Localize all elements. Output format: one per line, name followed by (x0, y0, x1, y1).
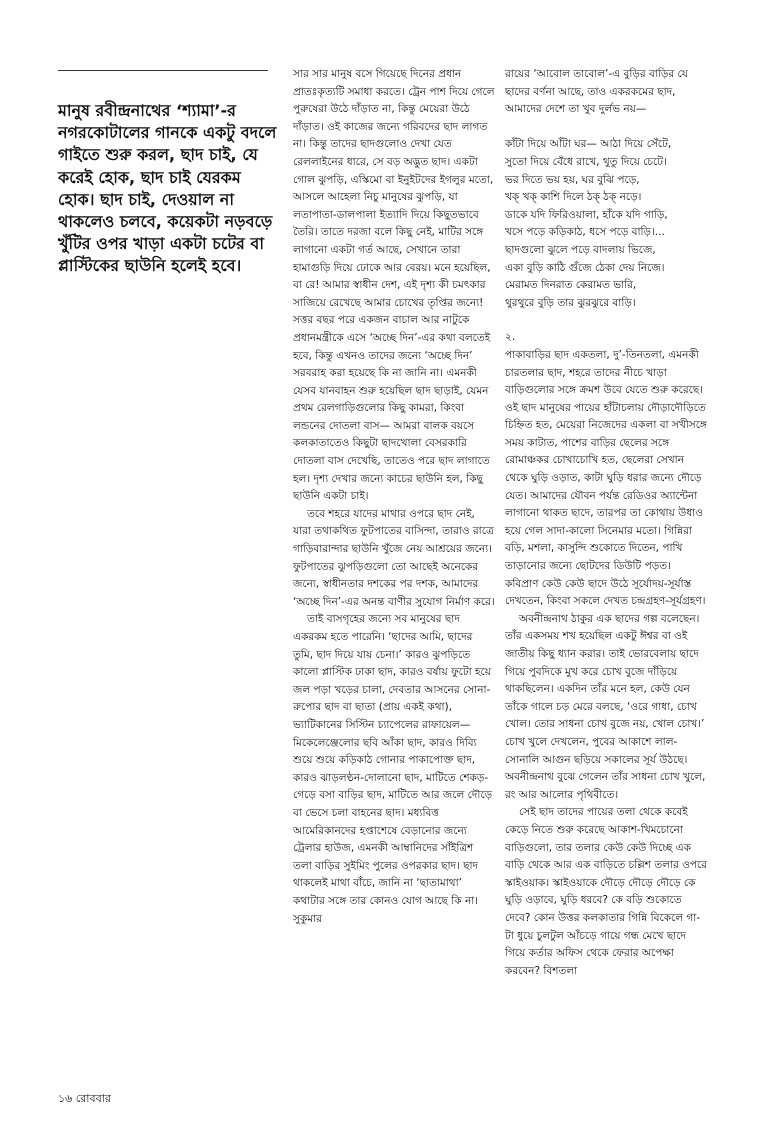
poem-line: সুতো দিয়ে বেঁধে রাখে, থুতু দিয়ে চেটে। (505, 155, 667, 168)
article-paragraph: পাকাবাড়ির ছাদ একতলা, দু’-তিনতলা, এমনকী চারতলার ছাদ, শহরে তাদের নীচে খাড়া বাড়িগুলোর সঙ্গে ক্রমশ উবে যেতে শুরু করেছে। ওই ছাদ মানুষের পায়ের হাঁটাচলায় দৌড়াদৌড়িতে চিহ্নিত হত, মেয়েরা নিজেদের একলা বা সখীসঙ্গে সময় কাটাত, পাশের বাড়ির ছেলের সঙ্গে রোমাঞ্চকর চোখাচোখি হত, ছেলেরা সেখান থেকে ঘুড়ি ওড়াত, কাটা ঘুড়ি ধরার জন্যে দৌড়ে যেত। আমাদের যৌবন পর্যন্ত রেডিওর অ্যান্টেনা লাগানো থাকত ছাদে, তারপর তা কোথায় উধাও হয়ে গেল সাদা-কালো সিনেমার মতো। গিন্নিরা বড়ি, মশলা, কাসুন্দি শুকোতে দিতেন, পাখি তাড়ানোর জন্যে ছোটদের ডিউটি পড়ত। কবিপ্রাণ কেউ কেউ ছাদে উঠে সূর্যোদয়-সূর্যাস্ত দেখতেন, কিংবা সকলে দেখত চন্দ্রগ্রহণ-সূর্যগ্রহণ। (505, 348, 707, 608)
article-paragraph: সেই ছাদ তাদের পায়ের তলা থেকে কবেই কেড়ে নিতে শুরু করেছে আকাশ-খিমচোনো বাড়িগুলো, তার তলার কেউ কেউ দিচ্ছে এক বাড়ি থেকে আর এক বাড়িতে চল্লিশ তলার ওপরে স্কাইওয়াক। স্কাইওয়াকে দৌড়ে দৌড়ে দৌড়ে কে ঘুড়ি ওড়াবে, ঘুড়ি ধরবে? কে বড়ি শুকোতে দেবে? কোন উত্তর কলকাতার গিন্নি বিকেলে গা-টা ধুয়ে চুলটুল আঁচড়ে গায়ে গন্ধ মেখে ছাদে গিয়ে কর্তার অফিস থেকে ফেরার অপেক্ষা করবেন? বিশতলা (505, 806, 707, 977)
poem-line: খসে পড়ে কড়িকাঠ, ধসে পড়ে বাড়ি।... (505, 226, 665, 239)
poem-line: মেরামত দিনরাত কেরামত ভারি, (505, 279, 637, 292)
poem-line: ডাকে যদি ফিরিওয়ালা, হাঁকে যদি গাড়ি, (505, 208, 668, 221)
poem-block (505, 136, 707, 312)
article-column-middle (293, 66, 495, 928)
poem-line: থুরথুরে বুড়ি তার ঝুরঝুরে বাড়ি। (505, 296, 636, 309)
article-paragraph: অবনীন্দ্রনাথ ঠাকুর এক ছাদের গল্প বলেছেন। তাঁর একসময় শখ হয়েছিল একটু ঈশ্বর বা ওই জাতীয় কিছু ধ্যান করার। তাই ভোরবেলায় ছাদে গিয়ে পুবদিকে মুখ করে চোখ বুজে দাঁড়িয়ে থাকছিলেন। একদিন তাঁর মনে হল, কেউ যেন তাঁকে গালে চড় মেরে বলছে, ‘ওরে গাধা, চোখ খোল। তোর সাধনা চোখ বুজে নয়, খোল চোখ।’ চোখ খুলে দেখলেন, পুবের আকাশে লাল-সোনালি আগুন ছড়িয়ে সকালের সূর্য উঠছে। অবনীন্দ্রনাথ বুঝে গেলেন তাঁর সাধনা চোখ খুলে, রং আর আলোর পৃথিবীতে। (505, 612, 706, 801)
poem-line: একা বুড়ি কাঠি গুঁজে ঠেকা দেয় নিজে। (505, 261, 665, 274)
poem-line: খক্ খক্ কাশি দিলে ঠক্ ঠক্ নড়ে। (505, 191, 642, 204)
poem-line: ভর দিতে ভয় হয়, ঘর বুঝি পড়ে, (505, 173, 640, 186)
article-paragraph: তবে শহরে যাদের মাথার ওপরে ছাদ নেই, যারা তথাকথিত ফুটপাতের বাসিন্দা, তারাও রাত্রে গাড়িবারান্দার ছাউনি খুঁজে নেয় আশ্রয়ের জন্যে। ফুটপাতের ঝুপড়িগুলো তো আছেই অনেকের জন্যে, স্বাধীনতার দশকের পর দশক, আমাদের ‘অচ্ছে দিন’-এর অনন্ত বাণীর সুযোগ নির্মাণ করে। (293, 507, 495, 608)
poem-line: ছাদগুলো ঝুলে পড়ে বাদলায় ভিজে, (505, 243, 656, 256)
article-paragraph: সার সার মানুষ বসে গিয়েছে দিনের প্রধান প্রাতঃকৃত্যটি সমাধা করতে। ট্রেন পাশ দিয়ে গেলে পুরুষেরা উঠে দাঁড়াত না, কিন্তু মেয়েরা উঠে দাঁড়াত। ওই কাজের জন্যে গরিবদের ছাদ লাগত না। কিন্তু তাদের ছাদগুলোও দেখা যেত রেললাইনের ধারে, সে বড় অদ্ভুত ছাদ। একটা গোল ঝুপড়ি, এস্কিমো বা ইনুইটদের ইগলুর মতো, আসলে আহেলা নিচু মানুষের ঝুপড়ি, যা লতাপাতা-ডালপালা ইত্যাদি দিয়ে কিছুতভাবে তৈরি। তাতে দরজা বলে কিছু নেই, মাটির সঙ্গে লাগানো একটা গর্ত আছে, সেখানে তারা হামাগুড়ি দিয়ে ঢোকে আর বেরয়। মনে হয়েছিল, বা রে! আমার স্বাধীন দেশ, এই দৃশ্য কী চমৎকার সাজিয়ে রেখেছে আমার চোখের তৃপ্তির জন্যে! সত্তর বছর পরে একজন বাচাল আর নাটুকে প্রধানমন্ত্রীকে এসে ‘অচ্ছে দিন’-এর কথা বলতেই হবে, কিন্তু এখনও তাদের জন্যে ‘অচ্ছে দিন’ সরবরাহ করা হয়েছে কি না জানি না। এমনকী যেসব যানবাহন শুরু হয়েছিল ছাদ ছাড়াই, যেমন প্রথম রেলগাড়িগুলোর কিছু কামরা, কিংবা লন্ডনের দোতলা বাস— আমরা বালক বয়সে কলকাতাতেও কিছুটা ছাদখোলা বেসরকারি দোতলা বাস দেখেছি, তাতেও পরে ছাদ লাগাতে হল। দৃশ্য দেখার জন্যে কাচের ছাউনি হল, কিছু ছাউনি একটা চাই। (293, 68, 495, 503)
article-paragraph: রায়ের ‘আবোল তাবোল’-এ বুড়ির বাড়ির যে ছাদের বর্ণনা আছে, তাও একরকমের ছাদ, আমাদের দেশে তা খুব দুর্লভ নয়— (505, 68, 688, 116)
section-number: ২. (505, 331, 516, 344)
poem-line: কাঁটা দিয়ে আঁটা ঘর— আঠা দিয়ে সেঁটে, (505, 138, 672, 151)
article-column-right (505, 66, 707, 980)
page-footer: ১৬ রোববার (58, 1092, 111, 1105)
pullquote: মানুষ রবীন্দ্রনাথের ‘শ্যামা’-র নগরকোটালের গানকে একটু বদলে গাইতে শুরু করল, ছাদ চাই, যে করেই হোক, ছাদ চাই যেরকম হোক। ছাদ চাই, দেওয়াল না থাকলেও চলবে, কয়েকটা নড়বড়ে খুঁটির ওপর খাড়া একটা চটের বা প্লাস্টিকের ছাউনি হলেই হবে। (58, 101, 277, 276)
article-paragraph: তাই বাসগৃহের জন্যে সব মানুষের ছাদ একরকম হতে পারেনি। ‘ছাদের আমি, ছাদের তুমি, ছাদ দিয়ে যায় চেনা।’ কারও ঝুপড়িতে কালো প্লাস্টিক ঢাকা ছাদ, কারও বর্ষায় ফুটো হয়ে জল পড়া খড়ের চালা, দেবতার আসনের সোনা-রুপোর ছাদ বা ছাতা (প্রায় একই কথা), ভ্যাটিকানের সিস্টিন চ্যাপেলের রাফায়েল— মিকেলেঞ্জেলোর ছবি আঁকা ছাদ, কারও দিব্যি শুয়ে শুয়ে কড়িকাঠ গোনার পাকাপোক্ত ছাদ, কারও ঝাড়লণ্ঠন-দোলানো ছাদ, মাটিতে শেকড়-গেড়ে বসা বাড়ির ছাদ, মাটিতে আর জলে দৌড়ে বা ভেসে চলা বাহনের ছাদ। মধ্যবিত্ত আমেরিকানদের হপ্তাশেষে বেড়ানোর জন্যে ট্রেলার হাউজ, এমনকী আম্বানিদের সাঁইত্রিশ তলা বাড়ির সুইমিং পুলের ওপরকার ছাদ। ছাদ থাকলেই মাথা বাঁচে, জানি না ‘ছাতামাথা’ কথাটার সঙ্গে তার কোনও যোগ আছে কি না। সুকুমার (293, 613, 493, 925)
pullquote-rule (58, 70, 268, 71)
